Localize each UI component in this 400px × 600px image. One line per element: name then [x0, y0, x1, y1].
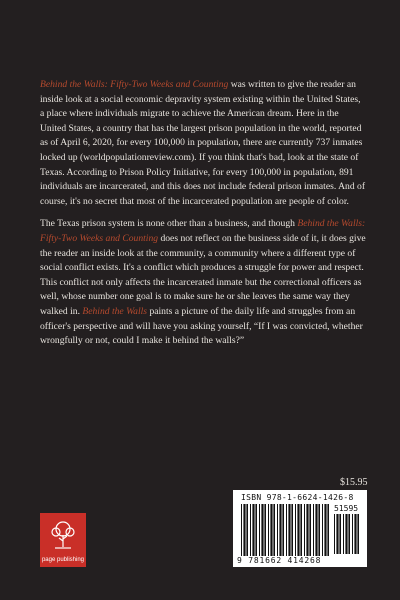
barcode-bar [327, 504, 329, 556]
blurb-text: was written to give the reader an inside look at a social economic depravity system existing within the United States, a place where individuals migrate to achieve the American dream. Here in the United States, a country that has the largest prison population in the world, reported as of April 6, 2020, for every 100,000 in population, there are currently 737 inmates locked up (worldpopulationreview.com). If you think that's bad, look at the state of Texas. According to Prison Policy Initiative, for every 100,000 in population, 891 individuals are incarcerated, and this does not include federal prison inmates. And of course, it's no secret that most of the incarcerated population are people of color. [40, 79, 366, 207]
publisher-logo [40, 513, 86, 567]
barcode-bar [354, 514, 356, 554]
addon-barcode-bars [334, 514, 362, 554]
barcode-bar [268, 504, 269, 556]
barcode-bar [288, 504, 290, 556]
barcode-bar [273, 504, 275, 556]
barcode-bar [348, 514, 350, 554]
book-title-italic: Behind the Walls: Fifty-Two Weeks and Counting [40, 79, 229, 90]
barcode-bar [241, 504, 242, 556]
barcode-bar [282, 504, 284, 556]
barcode-bar [264, 504, 266, 556]
barcode-bar [259, 504, 260, 556]
barcode-bar [250, 504, 251, 556]
price-label: $15.95 [340, 477, 368, 488]
barcode-bar [270, 504, 272, 556]
barcode-bars [241, 504, 331, 556]
book-title-italic: Behind the Walls: Fifty-Two Weeks and Counting [40, 218, 366, 244]
publisher-name: page publishing [41, 557, 85, 563]
barcode-bar [345, 514, 347, 554]
barcode-bar [309, 504, 311, 556]
barcode-bar [315, 504, 317, 556]
barcode-bar [295, 504, 296, 556]
barcode-bar [277, 504, 278, 556]
barcode-bar [352, 514, 353, 554]
barcode-bar [286, 504, 287, 556]
blurb-text: The Texas prison system is none other than a business, and though [40, 218, 298, 230]
isbn-text: ISBN 978-1-6624-1426-8 [241, 493, 354, 502]
barcode-bar [255, 504, 257, 556]
blurb-paragraph-1 [40, 78, 366, 209]
barcode-bar [306, 504, 308, 556]
barcode-bar [343, 514, 344, 554]
barcode-bar [243, 504, 245, 556]
barcode-bar [291, 504, 293, 556]
blurb-text: does not reflect on the business side of it, it does give the reader an inside look at the community, a community where a different type of social conflict exists. It's a conflict which produces a struggle for power and respect. This conflict not only affects the incarcerated inmate but the correctional officers as well, whose number one goal is to make sure he or she leaves the same way they walked in. [40, 232, 366, 317]
barcode-bar [334, 514, 335, 554]
barcode-bar [357, 514, 359, 554]
isbn-digits: 9 781662 414268 [237, 556, 322, 565]
blurb-text: paints a picture of the daily life and struggles from an officer's perspective and will have you asking yourself, “If I was convicted, whether wrongfully or not, could I make it behind the walls?” [40, 305, 363, 347]
barcode-bar [246, 504, 248, 556]
price-addon-code: 51595 [334, 504, 359, 513]
book-title-italic: Behind the Walls [82, 305, 148, 317]
barcode-bar [252, 504, 254, 556]
barcode-bar [336, 514, 338, 554]
barcode-bar [318, 504, 320, 556]
blurb-paragraph-2 [40, 217, 366, 348]
barcode-bar [324, 504, 326, 556]
barcode-bar [339, 514, 341, 554]
back-cover-blurb [40, 78, 366, 357]
tree-icon [45, 517, 81, 553]
barcode-bar [313, 504, 314, 556]
barcode-bar [261, 504, 263, 556]
barcode-bar [297, 504, 299, 556]
isbn-barcode [233, 490, 367, 567]
barcode-bar [300, 504, 302, 556]
barcode-bar [279, 504, 281, 556]
barcode-bar [304, 504, 305, 556]
barcode-bar [322, 504, 323, 556]
